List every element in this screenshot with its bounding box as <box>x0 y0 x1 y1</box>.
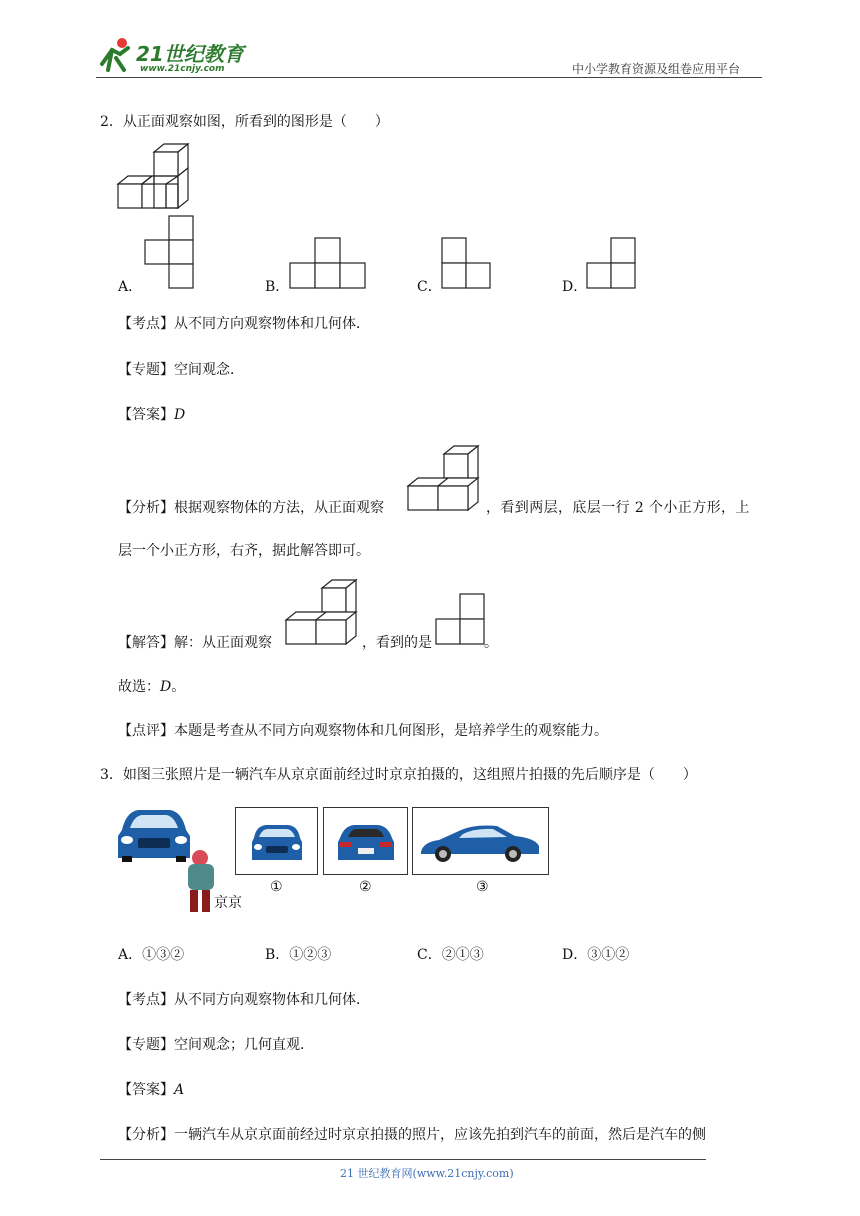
car-front-icon <box>236 808 317 874</box>
q2-option-c-label: C． <box>417 279 442 295</box>
q3-photo-label-3: ③ <box>476 879 489 895</box>
logo-main-text: 21世纪教育 <box>136 42 244 66</box>
q2-kaodian: 【考点】从不同方向观察物体和几何体． <box>118 316 370 332</box>
q2-fenxi-b: ，看到两层，底层一行 2 个小正方形，上 <box>486 500 750 516</box>
q2-cube-figure <box>118 142 198 212</box>
footer-text: 21 世纪教育网(www.21cnjy.com) <box>340 1167 514 1180</box>
q3-option-b: B．①②③ <box>265 947 332 963</box>
q3-question: 3．如图三张照片是一辆汽车从京京面前经过时京京拍摄的，这组照片拍摄的先后顺序是（ ） <box>100 767 697 783</box>
q2-option-a-label: A． <box>118 279 143 295</box>
q2-option-b-label: B． <box>265 279 290 295</box>
q3-photo-label-1: ① <box>270 879 283 895</box>
q2-dianping: 【点评】本题是考查从不同方向观察物体和几何图形，是培养学生的观察能力。 <box>118 723 608 739</box>
q3-person-label: 京京 <box>214 895 242 911</box>
q3-fenxi: 【分析】一辆汽车从京京面前经过时京京拍摄的照片，应该先拍到汽车的前面，然后是汽车的侧 <box>118 1127 706 1143</box>
q2-guxuan-value: D <box>160 679 172 695</box>
header-logo <box>94 36 259 80</box>
q2-option-d-figure <box>587 238 637 288</box>
q3-answer <box>118 1080 184 1100</box>
q2-jieda-figure <box>284 580 362 646</box>
logo-url-text: www.21cnjy.com <box>140 64 225 74</box>
q3-option-d: D．③①② <box>562 947 630 963</box>
q2-answer-value: D <box>174 407 186 423</box>
q2-option-b-figure <box>290 238 366 288</box>
q2-question: 2．从正面观察如图，所看到的图形是（ ） <box>100 114 389 130</box>
q2-jieda-b: ，看到的是 <box>362 635 432 651</box>
header-platform-text: 中小学教育资源及组卷应用平台 <box>572 62 741 76</box>
q2-guxuan <box>118 677 185 697</box>
car-side-icon <box>413 808 548 874</box>
q3-answer-value: A <box>174 1082 185 1098</box>
q2-guxuan-label: 故选： <box>118 679 160 695</box>
q3-option-a: A．①③② <box>118 947 185 963</box>
q3-photo-2 <box>323 807 408 875</box>
q2-fenxi-c: 层一个小正方形，右齐，据此解答即可。 <box>118 543 370 559</box>
q3-photo-label-2: ② <box>359 879 372 895</box>
q2-answer <box>118 405 185 425</box>
q2-jieda-answer-figure <box>436 594 486 646</box>
q3-option-c: C．②①③ <box>417 947 484 963</box>
q2-option-d-label: D． <box>562 279 588 295</box>
q2-option-a-figure <box>145 216 195 288</box>
q3-photo-3 <box>412 807 549 875</box>
q2-fenxi-a: 【分析】根据观察物体的方法，从正面观察 <box>118 500 384 516</box>
footer-rule <box>100 1159 706 1160</box>
q3-photo-1 <box>235 807 318 875</box>
q3-answer-label: 【答案】 <box>118 1082 174 1098</box>
header-rule <box>96 77 762 78</box>
q2-fenxi-figure <box>406 446 484 512</box>
q2-zhuanti: 【专题】空间观念． <box>118 362 244 378</box>
q3-zhuanti: 【专题】空间观念；几何直观． <box>118 1037 314 1053</box>
car-back-icon <box>324 808 407 874</box>
runner-icon <box>94 36 134 76</box>
q2-guxuan-end: 。 <box>171 679 186 695</box>
q2-option-c-figure <box>442 238 492 288</box>
q2-answer-label: 【答案】 <box>118 407 174 423</box>
q2-jieda-c: 。 <box>484 635 498 651</box>
q2-jieda-a: 【解答】解：从正面观察 <box>118 635 272 651</box>
q3-kaodian: 【考点】从不同方向观察物体和几何体． <box>118 992 370 1008</box>
